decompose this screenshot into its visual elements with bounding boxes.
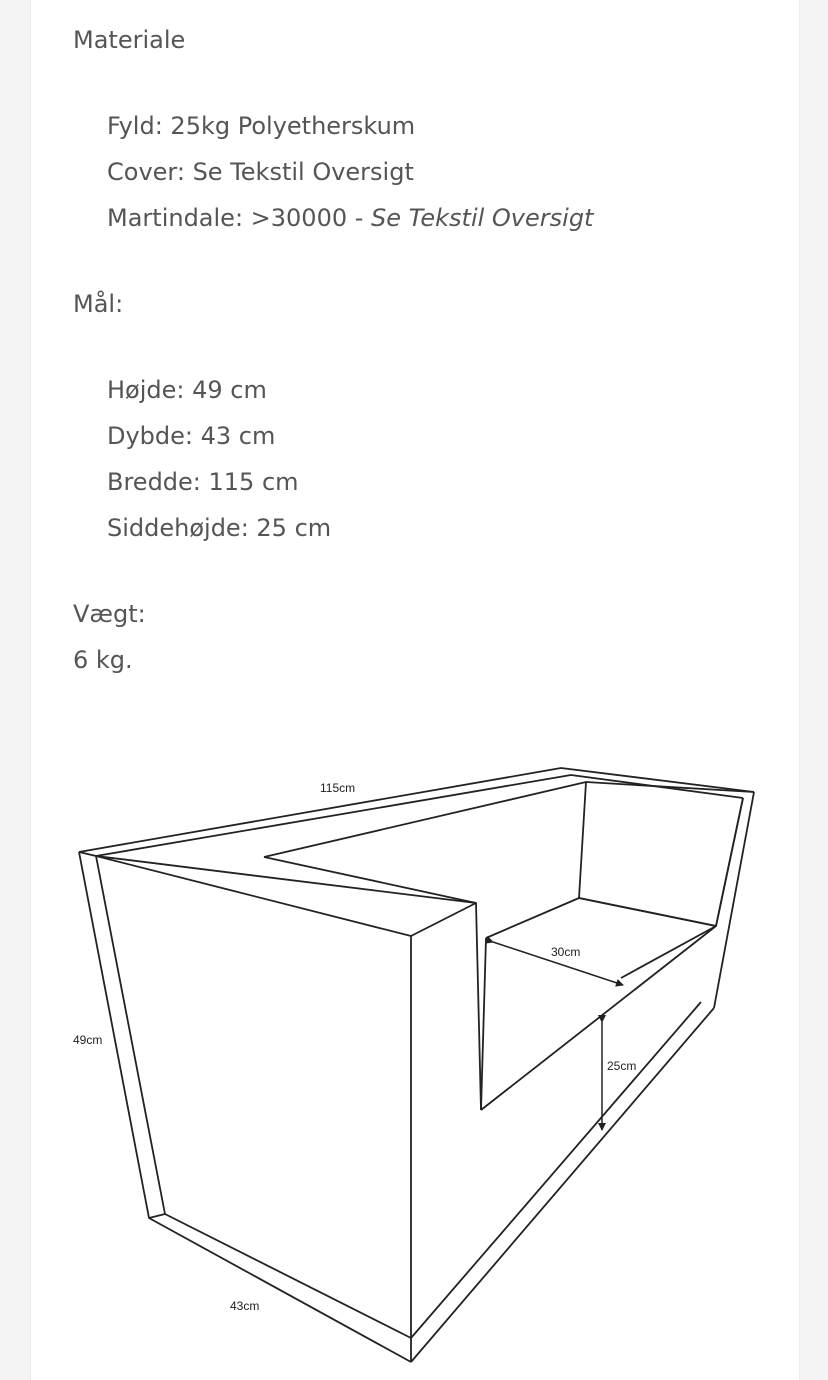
list-item-seat-height: Siddehøjde: 25 cm: [107, 514, 332, 542]
dimension-arrows: [493, 942, 623, 1130]
sofa-outline: [79, 768, 754, 1362]
product-details: [30, 0, 800, 1380]
material-heading: Materiale: [73, 26, 186, 54]
sofa-dimension-diagram: [31, 740, 799, 1380]
list-item-cover: Cover: Se Tekstil Oversigt: [107, 158, 414, 186]
height-label: 49cm: [73, 1033, 103, 1047]
depth-label: 43cm: [230, 1299, 260, 1313]
material-list: [107, 103, 593, 241]
dimensions-heading: Mål:: [73, 290, 124, 318]
seat-height-label: 25cm: [607, 1059, 637, 1073]
seat-depth-label: 30cm: [551, 945, 581, 959]
list-item-height: Højde: 49 cm: [107, 376, 267, 404]
list-item-fill: Fyld: 25kg Polyetherskum: [107, 112, 416, 140]
dimensions-list: [107, 367, 331, 551]
width-label: 115cm: [320, 781, 356, 795]
list-item-depth: Dybde: 43 cm: [107, 422, 276, 450]
list-item-width: Bredde: 115 cm: [107, 468, 299, 496]
martindale-label: Martindale: >30000 -: [107, 204, 372, 232]
list-item-martindale: [107, 195, 593, 241]
textile-overview-link[interactable]: Se Tekstil Oversigt: [371, 204, 594, 232]
weight-value: 6 kg.: [73, 646, 133, 674]
weight-heading: Vægt:: [73, 600, 146, 628]
